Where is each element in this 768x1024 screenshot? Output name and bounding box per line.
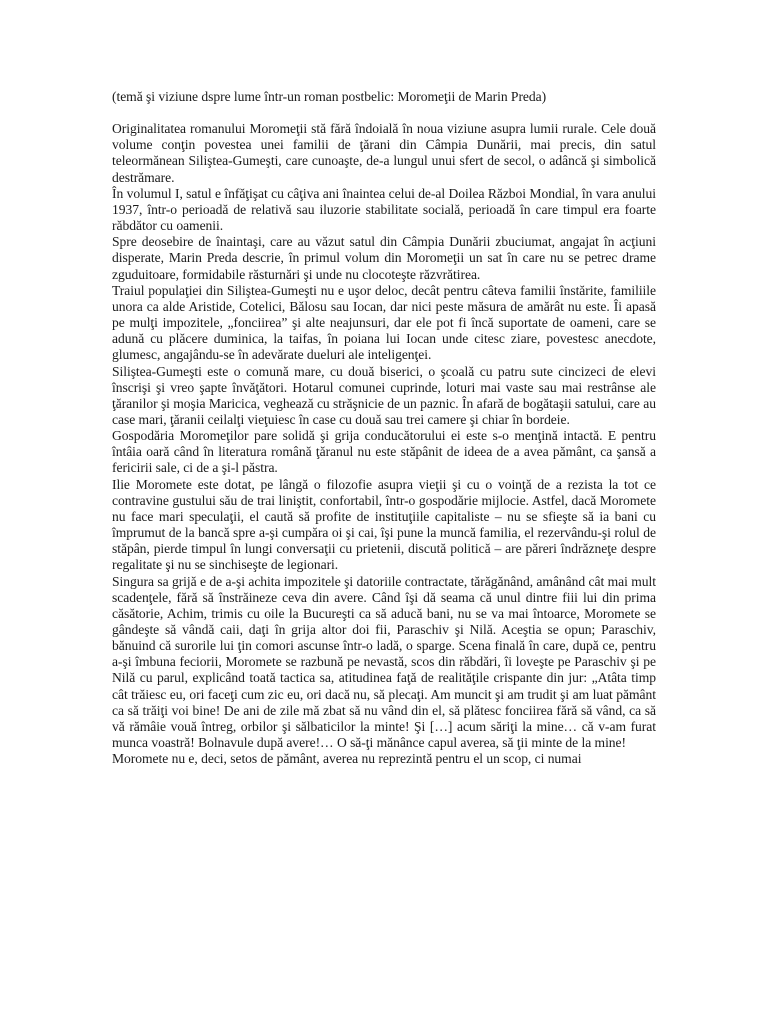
paragraph-3: Spre deosebire de înaintaşi, care au văzut satul din Câmpia Dunării zbuciumat, angajat în acţiuni disperate, Marin Preda descrie, în primul volum din Moromeţii un sat în care nu se petrec drame zguduitoare, formidabile răsturnări şi unde nu clocoteşte răzvrătirea. [112, 234, 656, 282]
document-subtitle: (temă şi viziune dspre lume într-un roman postbelic: Moromeţii de Marin Preda) [112, 89, 547, 104]
paragraph-5: Siliştea-Gumeşti este o comună mare, cu două biserici, o şcoală cu patru sute cincizeci de elevi înscrişi şi vreo şapte învăţători. Hotarul comunei cuprinde, loturi mai vaste sau mai restrânse ale ţăranilor şi moşia Maricica, veghează cu străşnicie de un paznic. În afară de bogătaşii satului, care au case mari, ţăranii ceilalţi vieţuiesc în case cu două sau trei camere şi chiar în bordeie. [112, 363, 656, 427]
document-page [112, 89, 656, 767]
paragraph-6: Gospodăria Moromeţilor pare solidă şi grija conducătorului ei este s-o menţină intactă. E pentru întâia oară când în literatura română ţăranul nu este stăpânit de ideea de a avea pământ, ca şansă a fericirii sale, ci de a şi-l păstra. [112, 428, 656, 476]
paragraph-2: În volumul I, satul e înfăţişat cu câţiva ani înaintea celui de-al Doilea Război Mondial, în vara anului 1937, într-o perioadă de relativă sau iluzorie stabilitate socială, perioadă în care timpul era foarte răbdător cu oamenii. [112, 185, 656, 234]
paragraph-4: Traiul populaţiei din Siliştea-Gumeşti nu e uşor deloc, decât pentru câteva familii înstărite, familiile unora ca alde Aristide, Cotelici, Bălosu sau Iocan, dar nici peste măsura de amărât nu este. Îi apasă pe mulţi impozitele, „fonciirea” şi alte neajunsuri, dar ele pot fi încă suportate de oameni, care se adună cu plăcere duminica, la taifas, în poiana lui Iocan unde citesc ziare, povestesc anecdote, glumesc, angajându-se în adevărate dueluri ale inteligenţei. [112, 282, 656, 363]
paragraph-7: Ilie Moromete este dotat, pe lângă o filozofie asupra vieţii şi cu o voinţă de a rezista la tot ce contravine gustului său de trai liniştit, confortabil, într-o gospodărie mijlocie. Astfel, dacă Moromete nu face mari speculaţii, el caută să profite de instituţiile capitaliste – nu se sfieşte să ia bani cu împrumut de la bancă spre a-şi cumpăra oi şi cai, îşi pune la muncă familia, el rezervându-şi rolul de stăpân, pierde timpul în lungi conversaţii cu prietenii, discută politică – are păreri îndrăzneţe despre regalitate şi nu se sinchiseşte de legionari. [112, 476, 656, 573]
paragraph-1: Originalitatea romanului Moromeţii stă fără îndoială în noua viziune asupra lumii rurale. Cele două volume conţin povestea unei familii de ţărani din Câmpia Dunării, mai precis, din satul teleormănean Siliştea-Gumeşti, care cunoaşte, de-a lungul unui sfert de secol, o adâncă şi simbolică destrămare. [112, 121, 656, 185]
paragraph-8: Singura sa grijă e de a-şi achita impozitele şi datoriile contractate, tărăgănând, amânând cât mai mult scadenţele, fără să înstrăineze ceva din avere. Când îşi dă seama că unul dintre fiii lui din prima căsătorie, Achim, trimis cu oile la Bucureşti ca să aducă bani, nu se va mai întoarce, Moromete se gândeşte să vândă caii, daţi în grija altor doi fii, Paraschiv şi Nilă. Aceştia se opun; Paraschiv, bănuind că surorile lui ţin comori ascunse într-o ladă, o sparge. Scena finală în care, după ce, pentru a-şi îmbuna feciorii, Moromete se razbună pe nevastă, scos din răbdări, îi loveşte pe Paraschiv şi pe Nilă cu parul, explicând toată tactica sa, atitudinea faţă de realităţile crispante din jur: „Atâta timp cât trăiesc eu, ori faceţi cum zic eu, ori dacă nu, să plecaţi. Am muncit şi am trudit şi am luat pământ ca să trăiţi voi bine! De ani de zile mă zbat să nu vând din el, să plătesc fonciirea fără să vând, ca să vă rămâie vouă întreg, orbilor şi sălbaticilor la minte! Şi […] acum săriţi la mine… că v-am furat munca voastră! Bolnavule după avere!… O să-ţi mănânce capul averea, să ţii minte de la mine! [112, 573, 656, 751]
paragraph-9: Moromete nu e, deci, setos de pământ, averea nu reprezintă pentru el un scop, ci numai [112, 751, 582, 767]
